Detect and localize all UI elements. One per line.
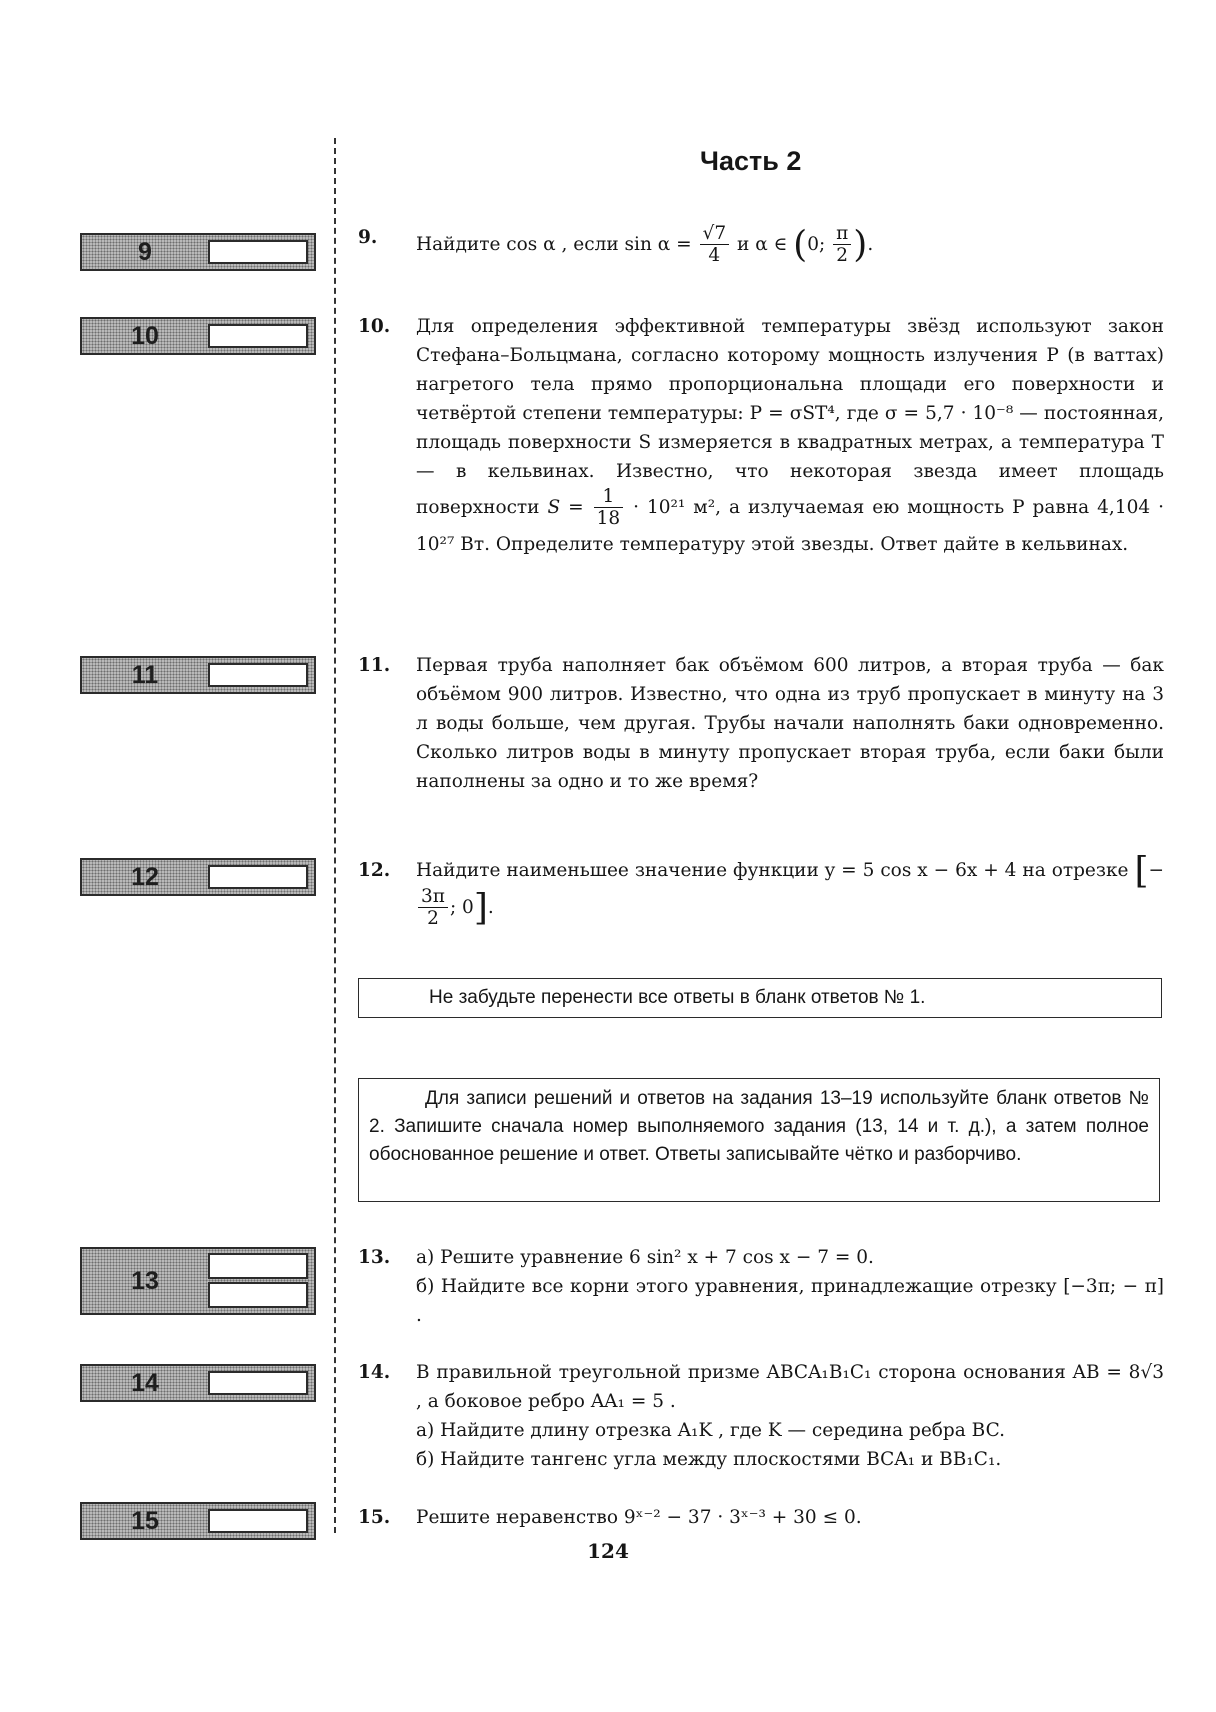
task-number: 10.	[358, 316, 391, 337]
answer-field-b[interactable]	[208, 1282, 308, 1308]
answer-box-number: 9	[138, 237, 152, 266]
answer-field[interactable]	[208, 865, 308, 889]
answer-field[interactable]	[208, 663, 308, 687]
task-number: 14.	[358, 1362, 391, 1383]
answer-field[interactable]	[208, 1509, 308, 1533]
task-text: Для определения эффективной температуры звёзд используют закон Стефана–Больцмана, согласно которому мощность излучения P (в ваттах) нагретого тела прямо пропорциональна площади его поверхности и четвёртой степени температуры: P = σST⁴, где σ = 5,7 · 10⁻⁸ — постоянная, площадь поверхности S измеряется в квадратных метрах, а температура T — в кельвинах. Известно, что некоторая звезда имеет площадь поверхности	[416, 316, 1164, 518]
page-number: 124	[587, 1539, 629, 1563]
reminder-text: Не забудьте перенести все ответы в бланк ответов № 1.	[429, 987, 926, 1008]
answer-box-number: 15	[131, 1506, 159, 1535]
task-text: Первая труба наполняет бак объёмом 600 литров, а вторая труба — бак объёмом 900 литров. Известно, что одна из труб пропускает в минуту на 3 л воды больше, чем другая. Трубы начали наполнять баки одновременно. Сколько литров воды в минуту пропускает вторая труба, если баки были наполнены за одно и то же время?	[416, 655, 1164, 792]
task-number: 9.	[358, 227, 378, 248]
answer-box-11	[80, 656, 316, 694]
fraction: $\frac{3\pi}{2}$	[418, 886, 448, 930]
task-number: 11.	[358, 655, 391, 676]
segment-right: ; 0	[449, 896, 474, 918]
task-part-a: а) Решите уравнение 6 sin² x + 7 cos x − 7 = 0.	[416, 1247, 874, 1268]
answer-box-number: 14	[131, 1368, 159, 1397]
minus-sign: −	[1148, 860, 1164, 881]
task-text: Найдите наименьшее значение функции y = 5 cos x − 6x + 4 на отрезке	[416, 860, 1129, 881]
task-12: 12. Найдите наименьшее значение функции y = 5 cos x − 6x + 4 на отрезке [− $\frac{3\pi}{2}$ ; 0].	[358, 850, 1164, 929]
task-number: 12.	[358, 860, 391, 881]
fraction: $\frac{\pi}{2}$	[833, 223, 851, 267]
task-14	[358, 1358, 1164, 1474]
cut-line	[334, 138, 336, 1533]
answer-field[interactable]	[208, 1371, 308, 1395]
reminder-box	[358, 978, 1162, 1018]
answer-field-a[interactable]	[208, 1253, 308, 1279]
task-11	[358, 651, 1164, 796]
task-number: 13.	[358, 1247, 391, 1268]
answer-box-12	[80, 858, 316, 896]
answer-box-10	[80, 317, 316, 355]
answer-box-number: 10	[131, 321, 159, 350]
task-number: 15.	[358, 1507, 391, 1528]
interval-left: 0;	[807, 233, 826, 255]
answer-box-number: 12	[131, 862, 159, 891]
task-9: 9. Найдите cos α , если sin α = $\frac{√7}{4}$ и α ∈ (0; $\frac{\pi}{2}$ ).	[358, 223, 874, 267]
task-text: Решите неравенство 9ˣ⁻² − 37 · 3ˣ⁻³ + 30 ≤ 0.	[416, 1507, 862, 1528]
formula: S =	[547, 496, 584, 518]
answer-box-number: 11	[131, 660, 159, 689]
task-part-b: б) Найдите тангенс угла между плоскостями BCA₁ и BB₁C₁.	[416, 1449, 1002, 1470]
task-part-a: а) Найдите длину отрезка A₁K , где K — середина ребра BC.	[416, 1420, 1005, 1441]
instructions-box: Для записи решений и ответов на задания 13–19 используйте бланк ответов № 2. Запишите сначала номер выполняемого задания (13, 14 и т. д.), а затем полное обоснованное решение и ответ. Ответы записывайте чётко и разборчиво.	[358, 1078, 1160, 1202]
fraction: $\frac{1}{18}$	[594, 486, 624, 530]
task-text: Найдите cos α , если sin α =	[416, 233, 692, 255]
answer-box-13	[80, 1247, 316, 1315]
answer-box-9	[80, 233, 316, 271]
section-title: Часть 2	[700, 146, 802, 176]
answer-box-number: 13	[131, 1266, 159, 1295]
task-text: и α ∈	[736, 233, 788, 255]
task-10	[358, 312, 1164, 559]
answer-field[interactable]	[208, 240, 308, 264]
task-text: · 10²¹ м², а излучаемая ею мощность P равна 4,104 · 10²⁷ Вт. Определите температуру этой звезды. Ответ дайте в кельвинах.	[416, 496, 1164, 555]
task-part-b: б) Найдите все корни этого уравнения, принадлежащие отрезку [−3π; − π] .	[416, 1276, 1164, 1326]
answer-field[interactable]	[208, 324, 308, 348]
answer-box-14	[80, 1364, 316, 1402]
answer-box-15	[80, 1502, 316, 1540]
task-intro: В правильной треугольной призме ABCA₁B₁C₁ сторона основания AB = 8√3 , а боковое ребро AA₁ = 5 .	[416, 1362, 1164, 1412]
task-13	[358, 1243, 1164, 1330]
task-15	[358, 1503, 1164, 1532]
fraction: $\frac{√7}{4}$	[700, 223, 730, 267]
